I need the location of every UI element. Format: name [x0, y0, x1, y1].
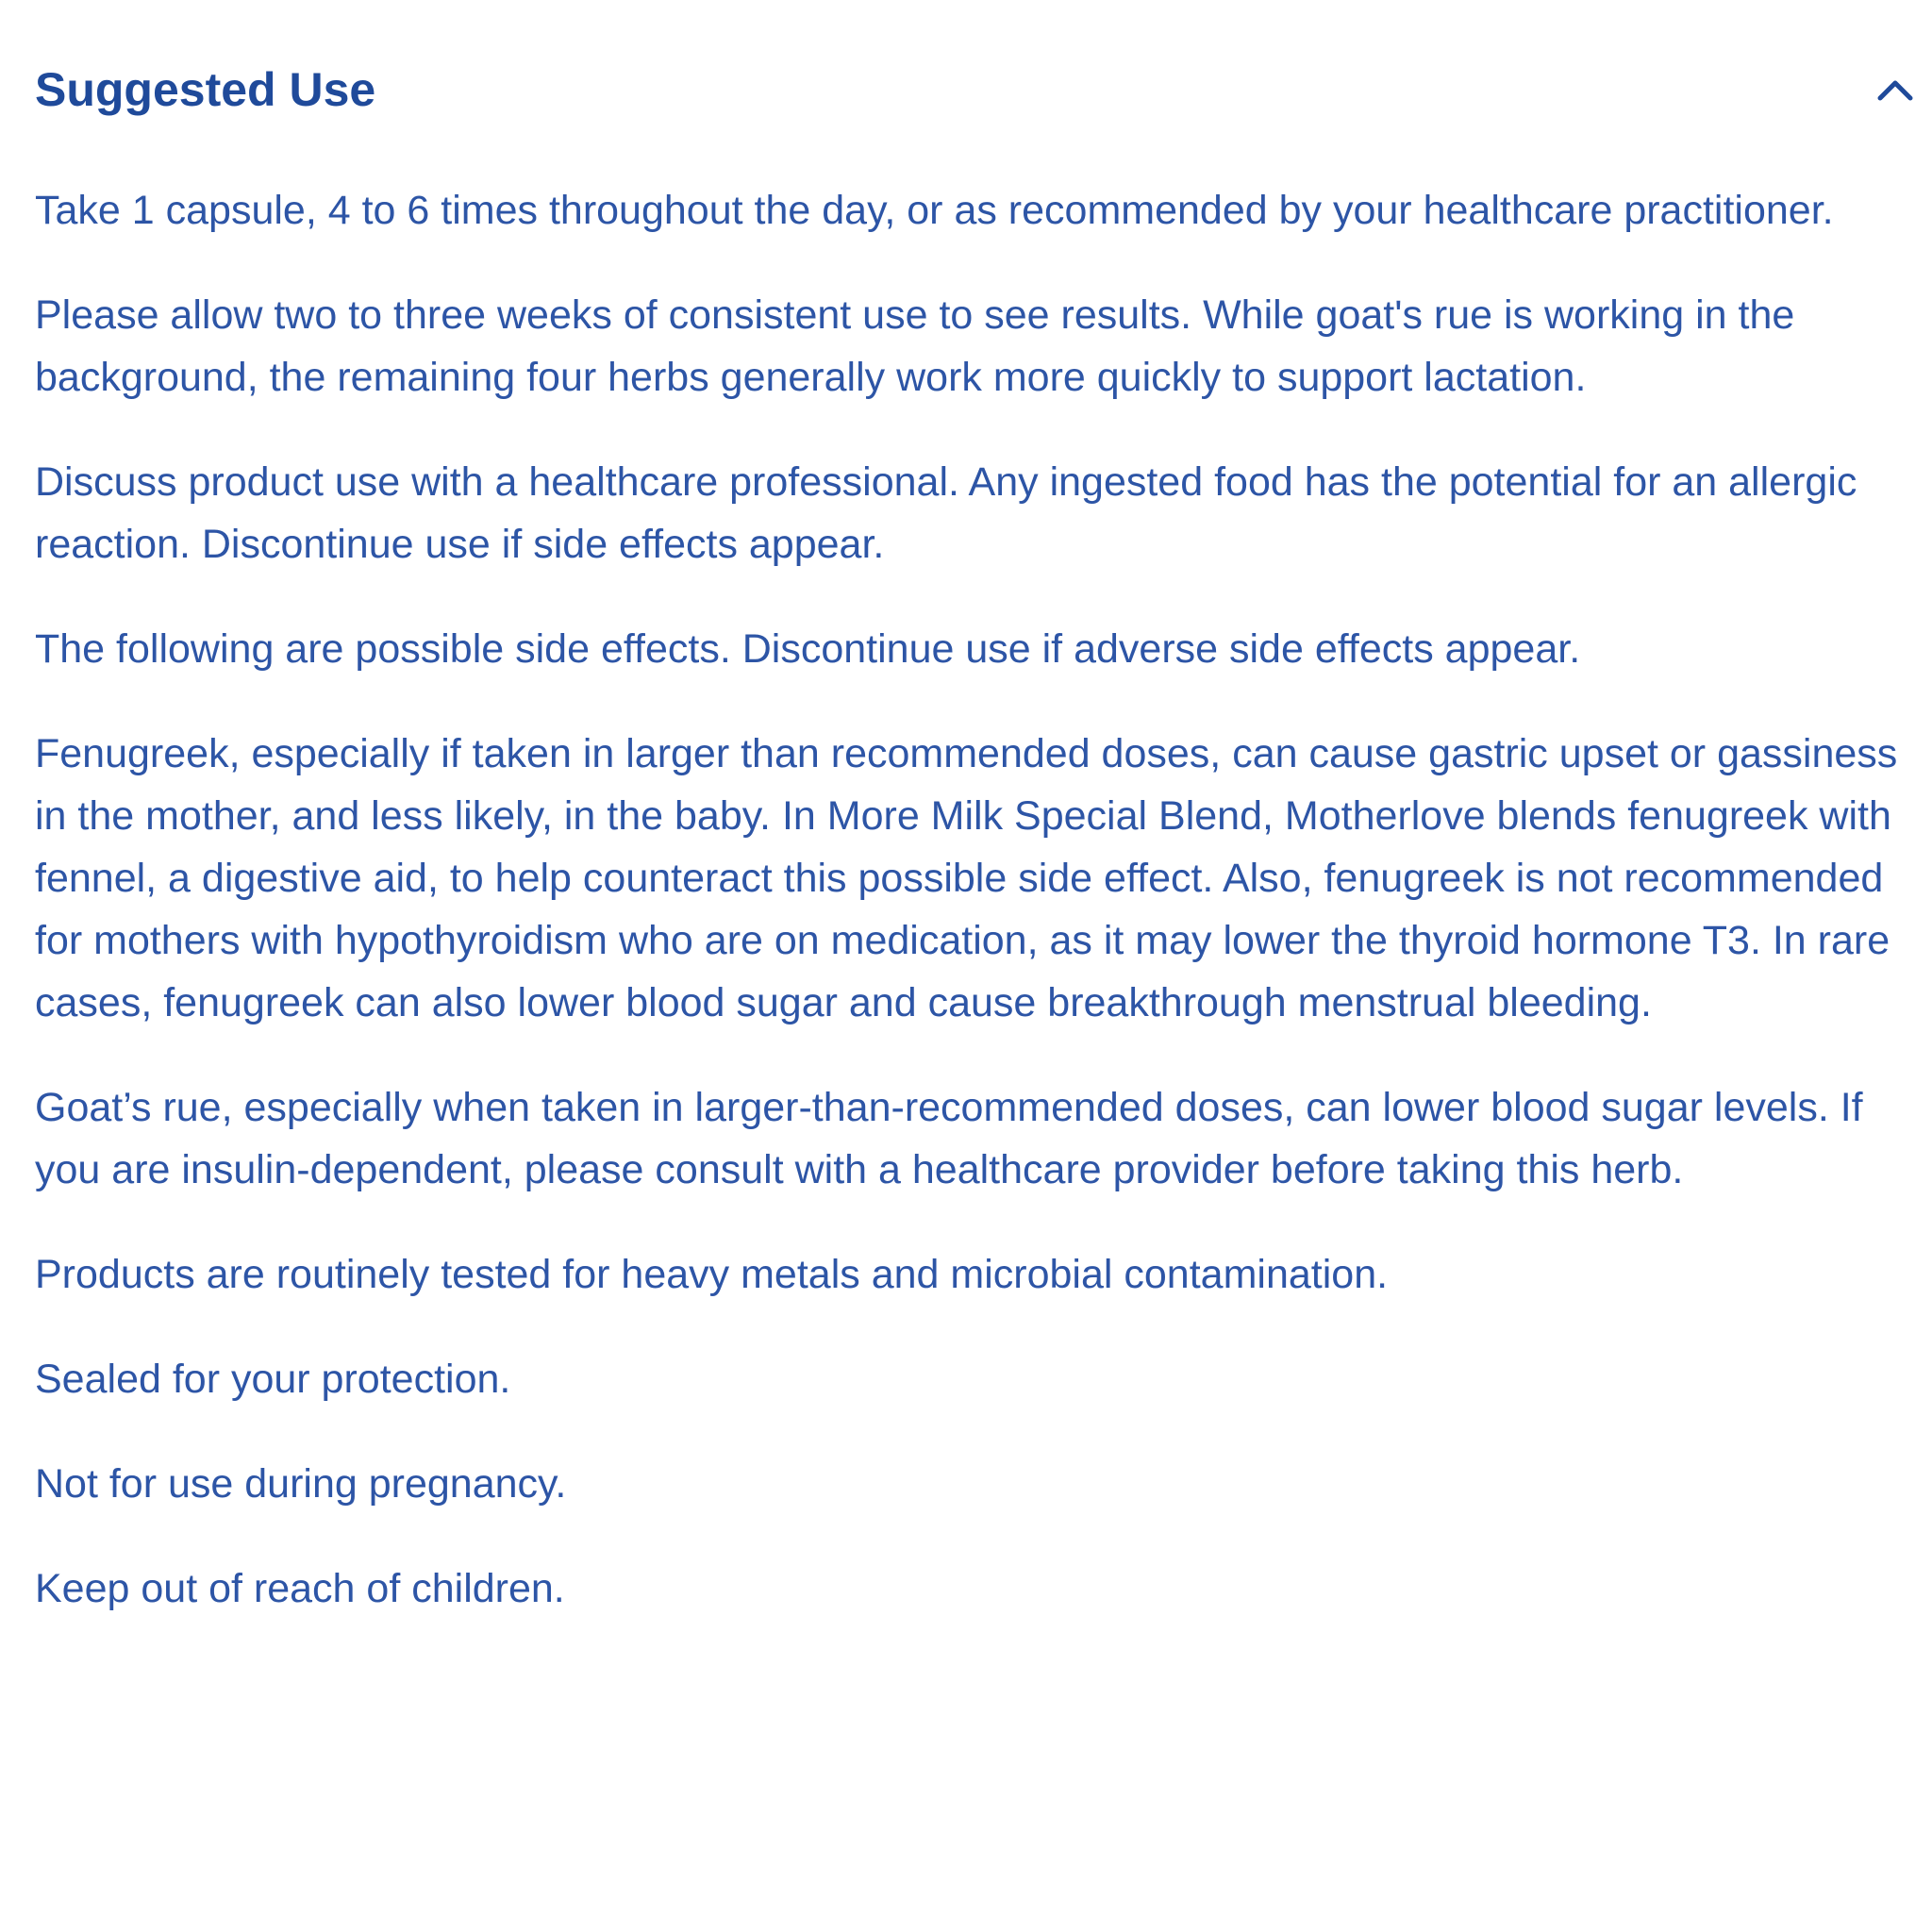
paragraph-sealed: Sealed for your protection. — [35, 1357, 511, 1402]
chevron-up-icon[interactable] — [1874, 68, 1917, 111]
paragraph-testing: Products are routinely tested for heavy metals and microbial contamination. — [35, 1252, 1389, 1297]
paragraph-consult-professional: Discuss product use with a healthcare professional. Any ingested food has the potential for an allergic reaction. Discontinue use if side effects appear. — [35, 459, 1857, 567]
section-title: Suggested Use — [35, 63, 376, 116]
paragraph-dosage: Take 1 capsule, 4 to 6 times throughout the day, or as recommended by your healthcare practitioner. — [35, 188, 1834, 233]
paragraph-results-timing: Please allow two to three weeks of consistent use to see results. While goat's rue is working in the background, the remaining four herbs generally work more quickly to support lactation. — [35, 292, 1795, 400]
suggested-use-accordion — [35, 0, 1917, 1662]
paragraph-pregnancy-warning: Not for use during pregnancy. — [35, 1461, 567, 1507]
paragraph-children-warning: Keep out of reach of children. — [35, 1566, 565, 1611]
paragraph-fenugreek: Fenugreek, especially if taken in larger than recommended doses, can cause gastric upset or gassiness in the mother, and less likely, in the baby. In More Milk Special Blend, Motherlove blends fenugreek with fennel, a digestive aid, to help counteract this possible side effect. Also, fenugreek is not recommended for mothers with hypothyroidism who are on medication, as it may lower the thyroid hormone T3. In rare cases, fenugreek can also lower blood sugar and cause breakthrough menstrual bleeding. — [35, 731, 1898, 1025]
accordion-header[interactable] — [35, 0, 1917, 179]
paragraph-goats-rue: Goat’s rue, especially when taken in larger-than-recommended doses, can lower blood sugar levels. If you are insulin-dependent, please consult with a healthcare provider before taking this herb. — [35, 1085, 1863, 1192]
accordion-body — [35, 179, 1917, 1620]
paragraph-side-effects-intro: The following are possible side effects. Discontinue use if adverse side effects appear. — [35, 626, 1581, 672]
